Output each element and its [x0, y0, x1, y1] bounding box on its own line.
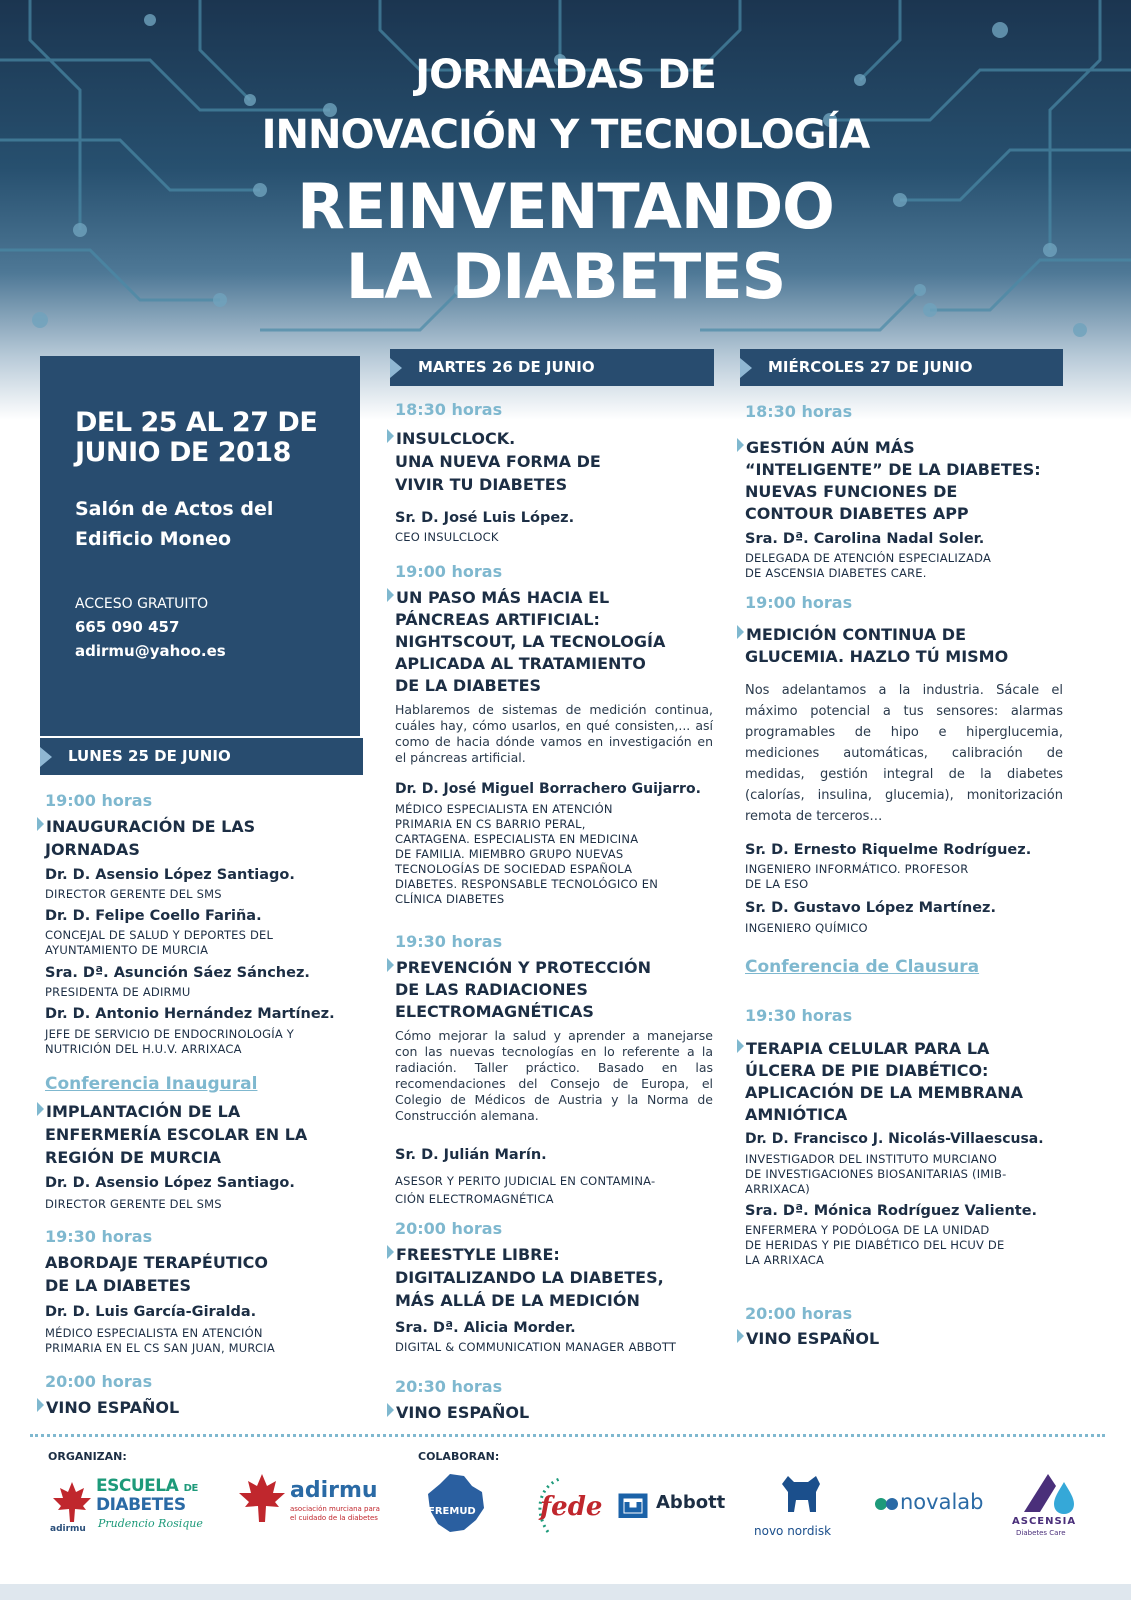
- maple-leaf-icon: [50, 1480, 94, 1524]
- day-header-martes: [390, 349, 714, 386]
- speaker-role: DELEGADA DE ATENCIÓN ESPECIALIZADA DE ASCENSIA DIABETES CARE.: [745, 551, 992, 580]
- session-time: 18:30 horas: [745, 402, 853, 421]
- diabetes-word: DIABETES: [96, 1495, 186, 1515]
- abbott-word: Abbott: [656, 1492, 726, 1513]
- session-time: 20:00 horas: [395, 1219, 503, 1238]
- conference-label: Conferencia Inaugural: [45, 1074, 258, 1094]
- escuela-diabetes-logo: [50, 1476, 210, 1536]
- murcia-map-icon: [420, 1470, 490, 1536]
- ascensia-word: ASCENSIA: [1012, 1516, 1077, 1527]
- event-info-box: [40, 356, 360, 736]
- speaker-name: Dr. D. Asensio López Santiago.: [45, 1175, 295, 1191]
- event-venue: [75, 494, 273, 554]
- session-time: 20:30 horas: [395, 1377, 503, 1396]
- arrow-icon: [737, 1039, 744, 1053]
- session-title: UN PASO MÁS HACIA EL PÁNCREAS ARTIFICIAL: NIGHTSCOUT, LA TECNOLOGÍA APLICADA AL TRATAMIENTO DE LA DIABETES: [395, 587, 715, 697]
- arrow-icon: [37, 817, 44, 831]
- arrow-icon: [737, 1329, 744, 1343]
- speaker-name: Sra. Dª. Alicia Morder.: [395, 1320, 576, 1336]
- contact-phone: 665 090 457: [75, 618, 180, 636]
- triangle-icon: [740, 358, 752, 378]
- escuela-de: DE: [183, 1483, 198, 1494]
- dotted-divider: [30, 1434, 1105, 1437]
- arrow-icon: [387, 1245, 394, 1259]
- arrow-icon: [37, 1398, 44, 1412]
- novalab-mark-icon: [874, 1496, 900, 1512]
- arrow-icon: [387, 588, 394, 602]
- session-time: 19:30 horas: [745, 1006, 853, 1025]
- arrow-icon: [37, 1102, 44, 1116]
- speaker-role: DIRECTOR GERENTE DEL SMS: [45, 1197, 222, 1211]
- speaker-role: MÉDICO ESPECIALISTA EN ATENCIÓN PRIMARIA EN EL CS SAN JUAN, MURCIA: [45, 1326, 275, 1355]
- speaker-name: Dr. D. Felipe Coello Fariña.: [45, 908, 262, 924]
- fremud-logo: [420, 1470, 500, 1538]
- triangle-icon: [40, 747, 52, 767]
- session-title: VINO ESPAÑOL: [45, 1396, 179, 1419]
- triangle-icon: [390, 358, 402, 378]
- day-label: MARTES 26 DE JUNIO: [418, 358, 595, 376]
- session-title: INSULCLOCK. UNA NUEVA FORMA DE VIVIR TU DIABETES: [395, 427, 715, 496]
- session-description: Nos adelantamos a la industria. Sácale el máximo potencial a tus sensores: alarmas programables de hipo e hiperglucemia, mediciones automáticas, calibración de medidas, gestión integral de la diabetes (calorías, insulina, glucemia), monitorización remota de terceros…: [745, 683, 1063, 824]
- speaker-role: DIGITAL & COMMUNICATION MANAGER ABBOTT: [395, 1340, 677, 1354]
- session-time: 18:30 horas: [395, 400, 503, 419]
- day-header-miercoles: [740, 349, 1063, 386]
- speaker-role: INVESTIGADOR DEL INSTITUTO MURCIANO DE INVESTIGACIONES BIOSANITARIAS (IMIB- ARRIXACA): [745, 1152, 1007, 1196]
- session-title: IMPLANTACIÓN DE LA ENFERMERÍA ESCOLAR EN LA REGIÓN DE MURCIA: [45, 1100, 365, 1169]
- adirmu-logo: [236, 1472, 396, 1532]
- bull-icon: [772, 1470, 832, 1520]
- speaker-name: Dr. D. Francisco J. Nicolás-Villaescusa.: [745, 1131, 1044, 1147]
- day-header-lunes: [40, 738, 363, 775]
- ascensia-subtitle: Diabetes Care: [1016, 1529, 1066, 1537]
- speaker-role: INGENIERO QUÍMICO: [745, 921, 868, 935]
- escuela-adirmu: adirmu: [50, 1524, 86, 1534]
- fremud-word: FREMUD: [428, 1506, 476, 1517]
- session-title: TERAPIA CELULAR PARA LA ÚLCERA DE PIE DIABÉTICO: APLICACIÓN DE LA MEMBRANA AMNIÓTICA: [745, 1038, 1075, 1126]
- session-description: Hablaremos de sistemas de medición continua, cuáles hay, cómo usarlos, en qué consisten,... así como de hacia dónde vamos en investigación en el páncreas artificial.: [395, 702, 713, 765]
- novalab-word: novalab: [900, 1490, 984, 1514]
- session-time: 19:00 horas: [745, 593, 853, 612]
- speaker-role: JEFE DE SERVICIO DE ENDOCRINOLOGÍA Y NUTRICIÓN DEL H.U.V. ARRIXACA: [45, 1027, 295, 1056]
- session-time: 19:00 horas: [45, 791, 153, 810]
- speaker-name: Sra. Dª. Mónica Rodríguez Valiente.: [745, 1203, 1038, 1219]
- speaker-name: Dr. D. Antonio Hernández Martínez.: [45, 1006, 335, 1022]
- access-label: ACCESO GRATUITO: [75, 596, 209, 612]
- speaker-role: ENFERMERA Y PODÓLOGA DE LA UNIDAD DE HERIDAS Y PIE DIABÉTICO DEL HCUV DE LA ARRIXACA: [745, 1223, 1005, 1267]
- dates-line-2: JUNIO DE 2018: [75, 437, 291, 468]
- speaker-name: Sr. D. José Luis López.: [395, 510, 575, 526]
- arrow-icon: [387, 429, 394, 443]
- session-title: GESTIÓN AÚN MÁS “INTELIGENTE” DE LA DIABETES: NUEVAS FUNCIONES DE CONTOUR DIABETES APP: [745, 437, 1075, 525]
- bottom-bar: [0, 1584, 1131, 1600]
- event-dates: [75, 408, 317, 468]
- speaker-name: Sr. D. Julián Marín.: [395, 1147, 547, 1163]
- title-line-1: JORNADAS DE: [415, 52, 716, 98]
- speaker-role: PRESIDENTA DE ADIRMU: [45, 985, 191, 999]
- dates-line-1: DEL 25 AL 27 DE: [75, 407, 318, 438]
- ascensia-logo: [1012, 1472, 1102, 1542]
- speaker-role: MÉDICO ESPECIALISTA EN ATENCIÓN PRIMARIA EN CS BARRIO PERAL, CARTAGENA. ESPECIALISTA EN MEDICINA DE FAMILIA. MIEMBRO GRUPO NUEVAS TECNOLOGÍAS DE SOCIEDAD ESPAÑOLA DIABETES. RESPONSABLE TECNOLÓGICO EN CLÍNICA DIABETES: [395, 802, 659, 906]
- novo-word: novo nordisk: [754, 1524, 832, 1538]
- session-title: VINO ESPAÑOL: [745, 1327, 879, 1350]
- speaker-role: ASESOR Y PERITO JUDICIAL EN CONTAMINA- CIÓN ELECTROMAGNÉTICA: [395, 1174, 656, 1206]
- session-title: FREESTYLE LIBRE: DIGITALIZANDO LA DIABETES, MÁS ALLÁ DE LA MEDICIÓN: [395, 1243, 715, 1312]
- ascensia-mark-icon: [1020, 1472, 1080, 1514]
- fede-word: fede: [540, 1492, 603, 1522]
- escuela-subtitle: Prudencio Rosique: [98, 1517, 203, 1530]
- adirmu-tagline: asociación murciana para el cuidado de la diabetes: [290, 1505, 380, 1522]
- venue-line-2: Edificio Moneo: [75, 528, 232, 550]
- fede-logo: [528, 1472, 603, 1542]
- speaker-role: DIRECTOR GERENTE DEL SMS: [45, 887, 222, 901]
- session-description: Cómo mejorar la salud y aprender a manejarse con las nuevas tecnologías en lo referente a la radiación. Taller práctico. Basado en las recomendaciones del Consejo de Europa, el Colegio de Médicos de Austria y la Norma de Construcción alemana.: [395, 1028, 713, 1123]
- session-title: INAUGURACIÓN DE LAS JORNADAS: [45, 815, 365, 861]
- speaker-role: CEO INSULCLOCK: [395, 530, 499, 544]
- day-label: MIÉRCOLES 27 DE JUNIO: [768, 358, 973, 376]
- session-title: MEDICIÓN CONTINUA DE GLUCEMIA. HAZLO TÚ MISMO: [745, 624, 1075, 668]
- novo-nordisk-logo: [754, 1470, 854, 1542]
- venue-line-1: Salón de Actos del: [75, 498, 274, 520]
- session-time: 19:00 horas: [395, 562, 503, 581]
- speaker-name: Sra. Dª. Asunción Sáez Sánchez.: [45, 965, 310, 981]
- session-time: 19:30 horas: [395, 932, 503, 951]
- title-line-4: LA DIABETES: [345, 240, 786, 313]
- abbott-logo: [618, 1488, 728, 1522]
- arrow-icon: [387, 958, 394, 972]
- session-title: ABORDAJE TERAPÉUTICO DE LA DIABETES: [45, 1253, 269, 1295]
- arrow-icon: [737, 625, 744, 639]
- speaker-role: INGENIERO INFORMÁTICO. PROFESOR DE LA ESO: [745, 862, 969, 891]
- title-line-2: INNOVACIÓN Y TECNOLOGÍA: [261, 112, 870, 158]
- collaborators-label: COLABORAN:: [418, 1450, 500, 1463]
- title-line-3: REINVENTANDO: [297, 170, 834, 243]
- escuela-word: ESCUELA: [96, 1476, 179, 1496]
- maple-leaf-icon: [236, 1472, 288, 1524]
- speaker-role: CONCEJAL DE SALUD Y DEPORTES DEL AYUNTAMIENTO DE MURCIA: [45, 928, 274, 957]
- arrow-icon: [737, 438, 744, 452]
- speaker-name: Sr. D. Ernesto Riquelme Rodríguez.: [745, 842, 1032, 858]
- abbott-mark-icon: [618, 1490, 648, 1518]
- day-label: LUNES 25 DE JUNIO: [68, 747, 231, 765]
- speaker-name: Sra. Dª. Carolina Nadal Soler.: [745, 531, 985, 547]
- session-time: 19:30 horas: [45, 1227, 153, 1246]
- speaker-name: Dr. D. José Miguel Borrachero Guijarro.: [395, 781, 701, 797]
- speaker-name: Sr. D. Gustavo López Martínez.: [745, 900, 996, 916]
- sponsors-footer: [0, 1432, 1131, 1600]
- conference-label: Conferencia de Clausura: [745, 957, 980, 977]
- novalab-logo: [874, 1490, 984, 1520]
- arrow-icon: [387, 1403, 394, 1417]
- speaker-name: Dr. D. Asensio López Santiago.: [45, 867, 295, 883]
- adirmu-word: adirmu: [290, 1478, 378, 1503]
- speaker-name: Dr. D. Luis García-Giralda.: [45, 1304, 257, 1320]
- organizers-label: ORGANIZAN:: [48, 1450, 127, 1463]
- session-time: 20:00 horas: [45, 1372, 153, 1391]
- session-title: PREVENCIÓN Y PROTECCIÓN DE LAS RADIACIONES ELECTROMAGNÉTICAS: [395, 957, 715, 1023]
- contact-email: adirmu@yahoo.es: [75, 642, 226, 660]
- session-title: VINO ESPAÑOL: [395, 1401, 529, 1424]
- session-time: 20:00 horas: [745, 1304, 853, 1323]
